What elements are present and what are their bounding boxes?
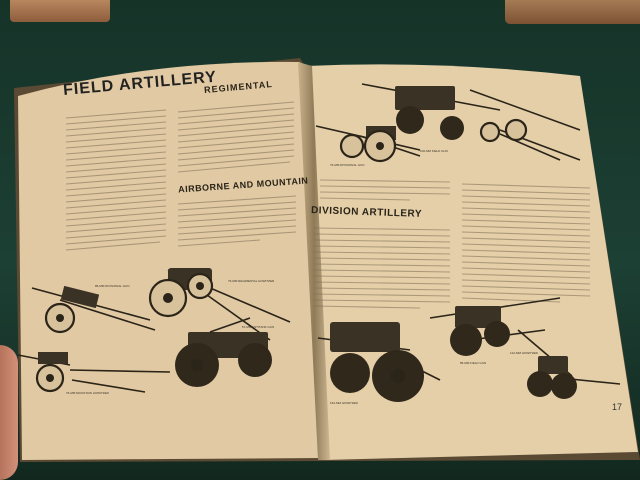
figure-caption: 85-MM FIELD GUN xyxy=(460,361,487,365)
reader-hand xyxy=(0,345,18,480)
section-heading-regimental: REGIMENTAL xyxy=(203,79,274,95)
figure-caption: 122-MM HOWITZER xyxy=(510,351,538,355)
figure-caption: 100-MM FIELD GUN xyxy=(420,149,448,153)
figure-caption: 76-MM MOUNTAIN HOWITZER xyxy=(66,391,109,395)
figure-caption: 152-MM HOWITZER xyxy=(330,401,358,405)
page-title: FIELD ARTILLERY xyxy=(62,68,218,100)
section-heading-division: DIVISION ARTILLERY xyxy=(310,205,423,220)
figure-caption: 85-MM DIVISIONAL GUN xyxy=(95,284,130,288)
figure-caption: 57-MM ANTITANK GUN xyxy=(242,325,275,329)
figure-caption: 76-MM DIVISIONAL GUN xyxy=(330,163,365,167)
section-heading-airborne: AIRBORNE AND MOUNTAIN xyxy=(177,175,309,195)
page-number: 17 xyxy=(612,402,623,412)
figure-caption: 76-MM REGIMENTAL HOWITZER xyxy=(228,279,275,283)
